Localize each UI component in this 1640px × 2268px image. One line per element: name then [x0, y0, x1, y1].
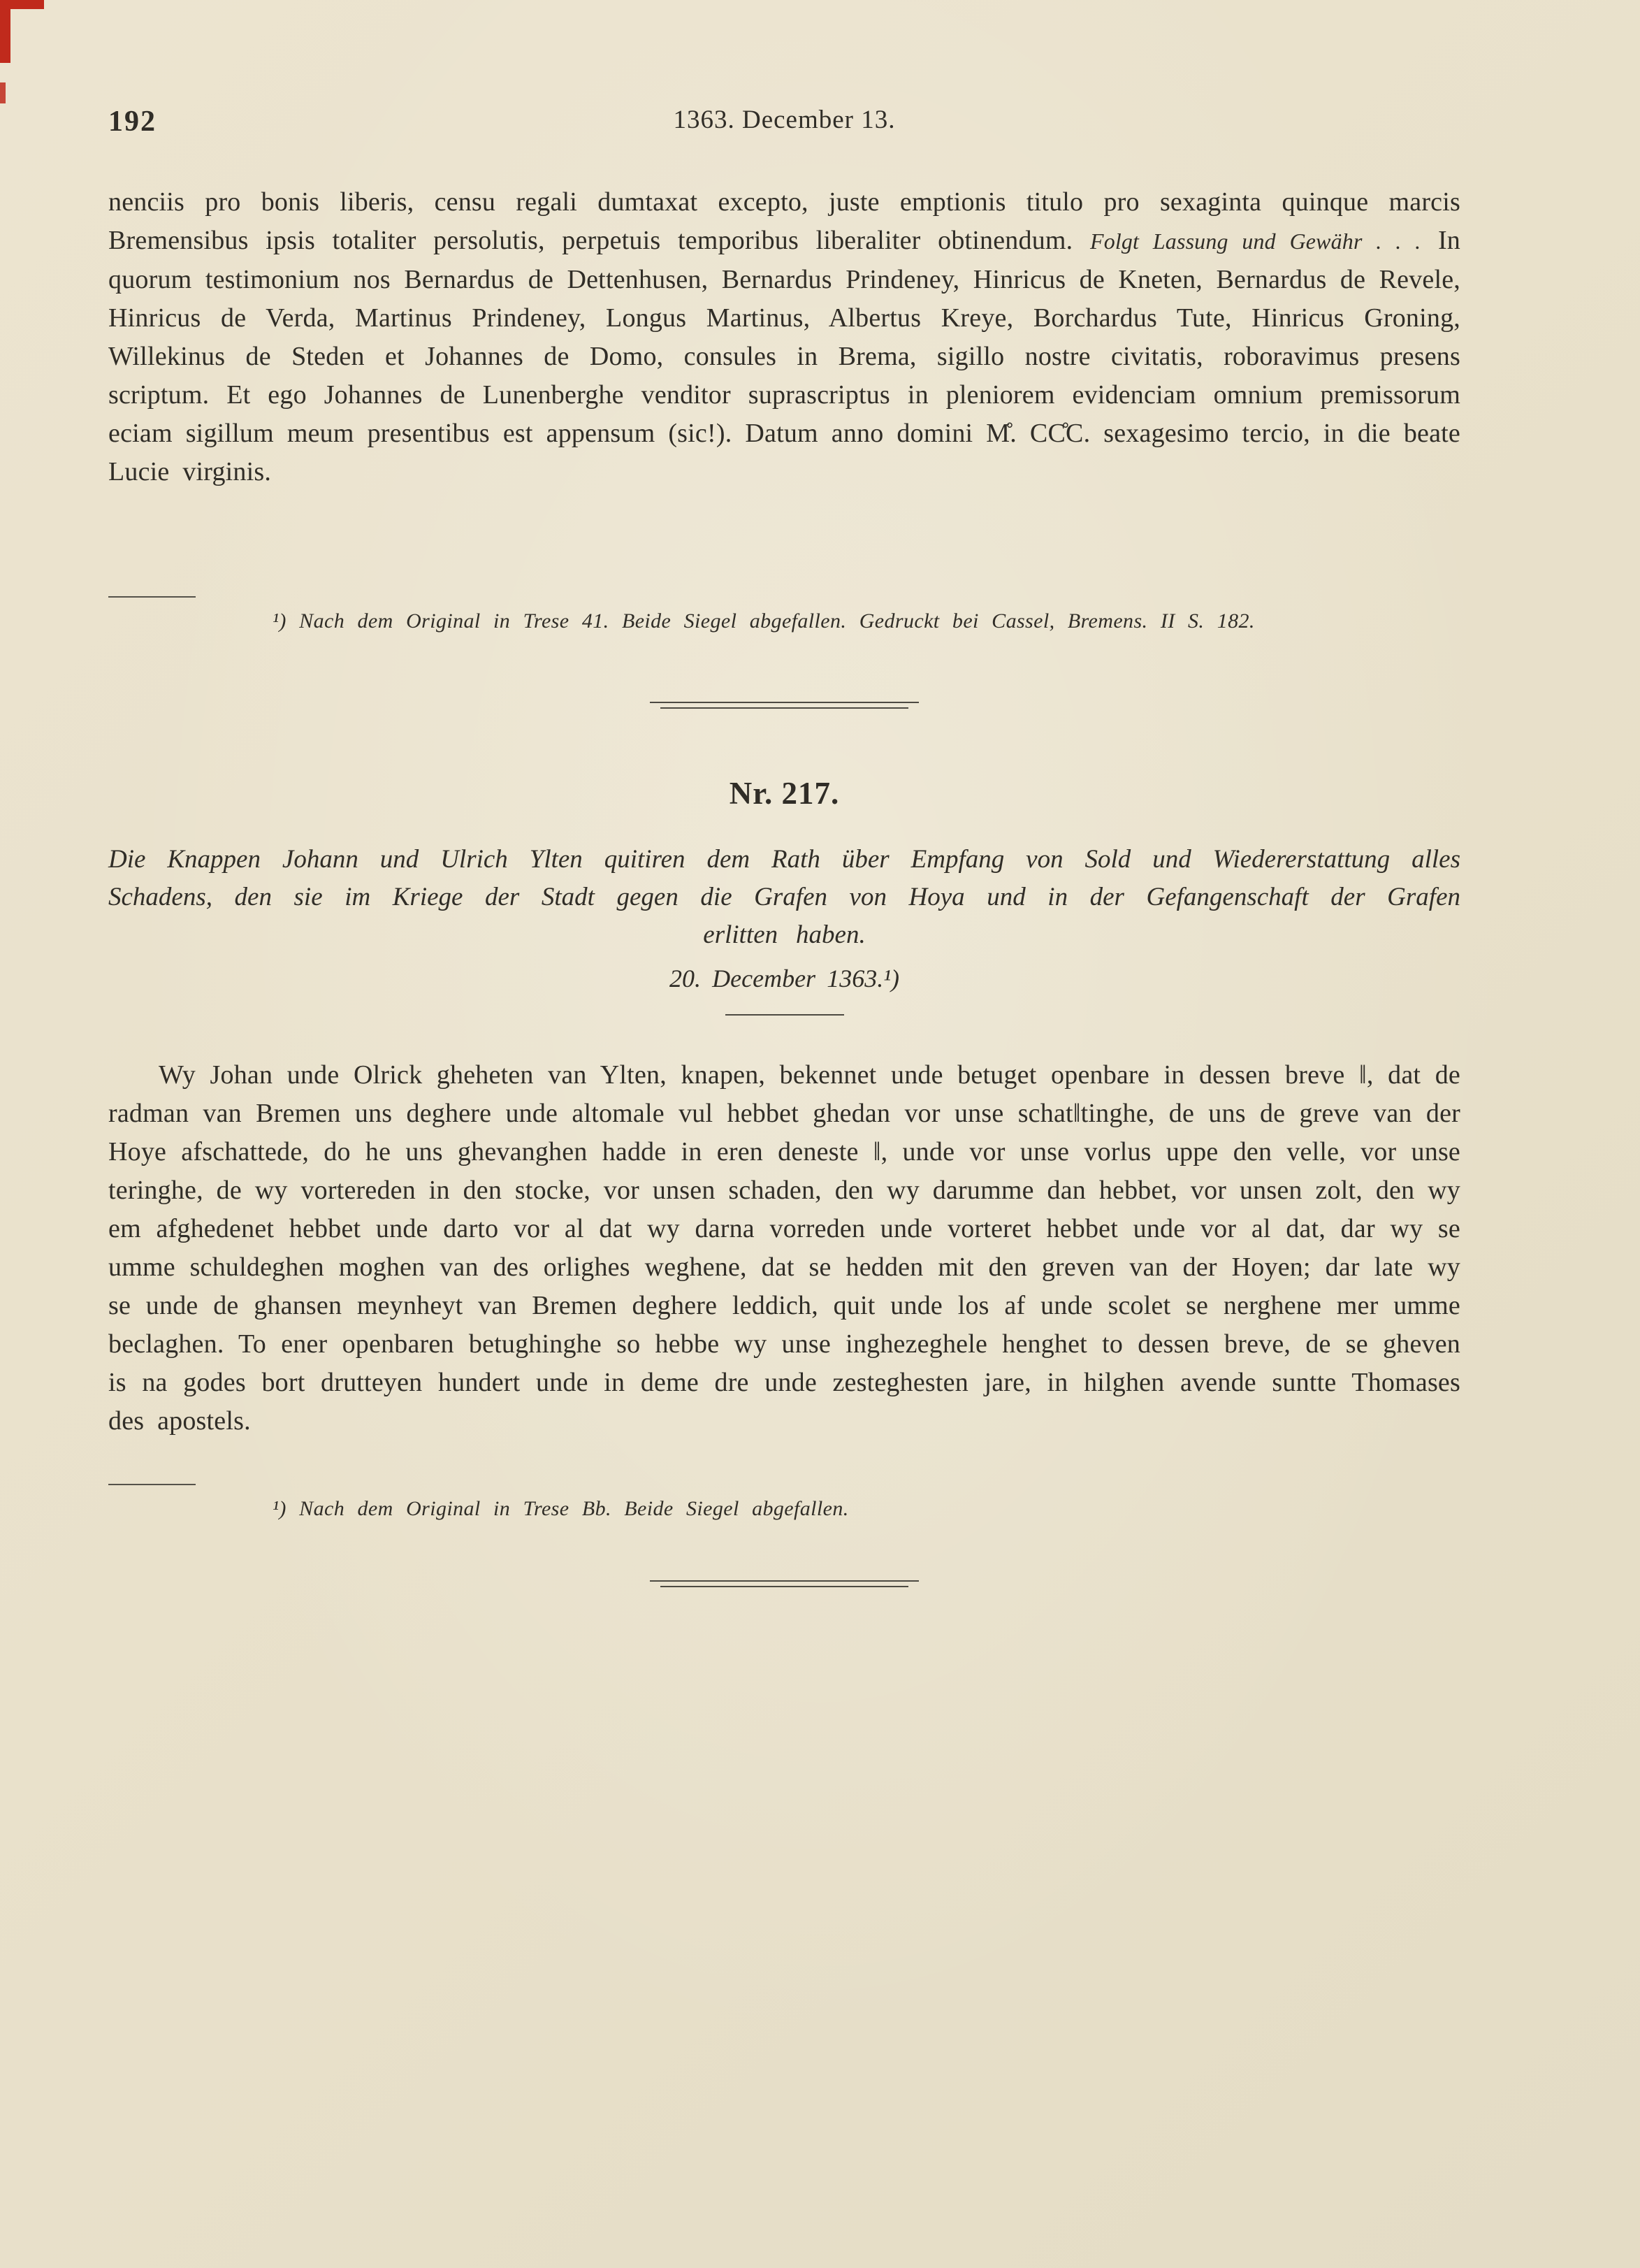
red-edge-mark — [9, 0, 44, 9]
entry-217-footnote: ¹) Nach dem Original in Trese Bb. Beide Siegel abgefallen. — [273, 1497, 849, 1520]
red-edge-mark — [0, 82, 6, 103]
entry-216-inline-note: Folgt Lassung und Gewähr . . . — [1090, 229, 1421, 254]
divider-line — [660, 707, 908, 709]
entry-216-body-roman-1: nenciis pro bonis liberis, censu regali dumtaxat excepto, juste emptionis titulo pro sexaginta quinque marcis Bremensibus ipsis totaliter persolutis, perpetuis temporibus liberaliter obtinendum. — [108, 187, 1460, 255]
page-content — [108, 105, 1460, 1587]
entry-217-number: Nr. 217. — [729, 776, 840, 811]
date-divider — [725, 1014, 844, 1016]
running-head: 1363. December 13. — [673, 106, 896, 134]
section-divider — [650, 702, 919, 709]
red-edge-mark — [0, 0, 10, 63]
divider-line — [650, 1580, 919, 1582]
end-divider — [650, 1580, 919, 1587]
entry-217-regest: Die Knappen Johann und Ulrich Ylten quitiren dem Rath über Empfang von Sold und Wiedererstattung alles Schadens, den sie im Kriege der Stadt gegen die Grafen von Hoya und in der Gefangenschaft der Grafen erlitten haben. — [108, 845, 1460, 949]
entry-216-body — [108, 183, 1460, 491]
entry-217-body: Wy Johan unde Olrick gheheten van Ylten, knapen, bekennet unde betuget openbare in dessen breve ‖, dat de radman van Bremen uns deghere unde altomale vul hebbet ghedan vor unse schat‖tinghe, de uns de greve van der Hoye afschattede, do he uns ghevanghen hadde in eren deneste ‖, unde vor unse vorlus uppe den velle, vor unse teringhe, de wy vortereden in den stocke, vor unsen schaden, den wy darumme dan hebbet, vor unsen zolt, den wy em afghedenet hebbet unde darto vor al dat wy darna vorreden unde vorteret hebbet unde vor al dat, dar wy se umme schuldeghen moghen van des orlighes weghene, dat se hedden mit den greven van der Hoyen; dar late wy se unde de ghansen meynheyt van Bremen deghere leddich, quit unde los af unde scolet se nerghene mer umme beclaghen. To ener openbaren betughinghe so hebbe wy unse inghezeghele henghet to dessen breve, de se gheven is na godes bort drutteyen hundert unde in deme dre unde zesteghesten jare, in hilghen avende suntte Thomases des apostels. — [108, 1060, 1460, 1436]
page-header — [108, 105, 1460, 140]
divider-line — [650, 702, 919, 703]
footnote-separator — [108, 1484, 196, 1485]
page-number: 192 — [108, 106, 157, 138]
divider-line — [660, 1586, 908, 1587]
footnote-separator — [108, 596, 196, 598]
entry-217-date: 20. December 1363.¹) — [669, 965, 900, 992]
entry-216-footnote: ¹) Nach dem Original in Trese 41. Beide Siegel abgefallen. Gedruckt bei Cassel, Bremens. II S. 182. — [273, 609, 1255, 633]
entry-216-body-roman-2: In quorum testimonium nos Bernardus de Dettenhusen, Bernardus Prindeney, Hinricus de Kneten, Bernardus de Revele, Hinricus de Verda, Martinus Prindeney, Longus Martinus, Albertus Kreye, Borchardus Tute, Hinricus Groning, Willekinus de Steden et Johannes de Domo, consules in Brema, sigillo nostre civitatis, roboravimus presens scriptum. Et ego Johannes de Lunenberghe venditor suprascriptus in pleniorem evidenciam omnium premissorum eciam sigillum meum presentibus est appensum (sic!). Datum anno domini M̊. CC̊C. sexagesimo tercio, in die beate Lucie virginis. — [108, 226, 1460, 486]
